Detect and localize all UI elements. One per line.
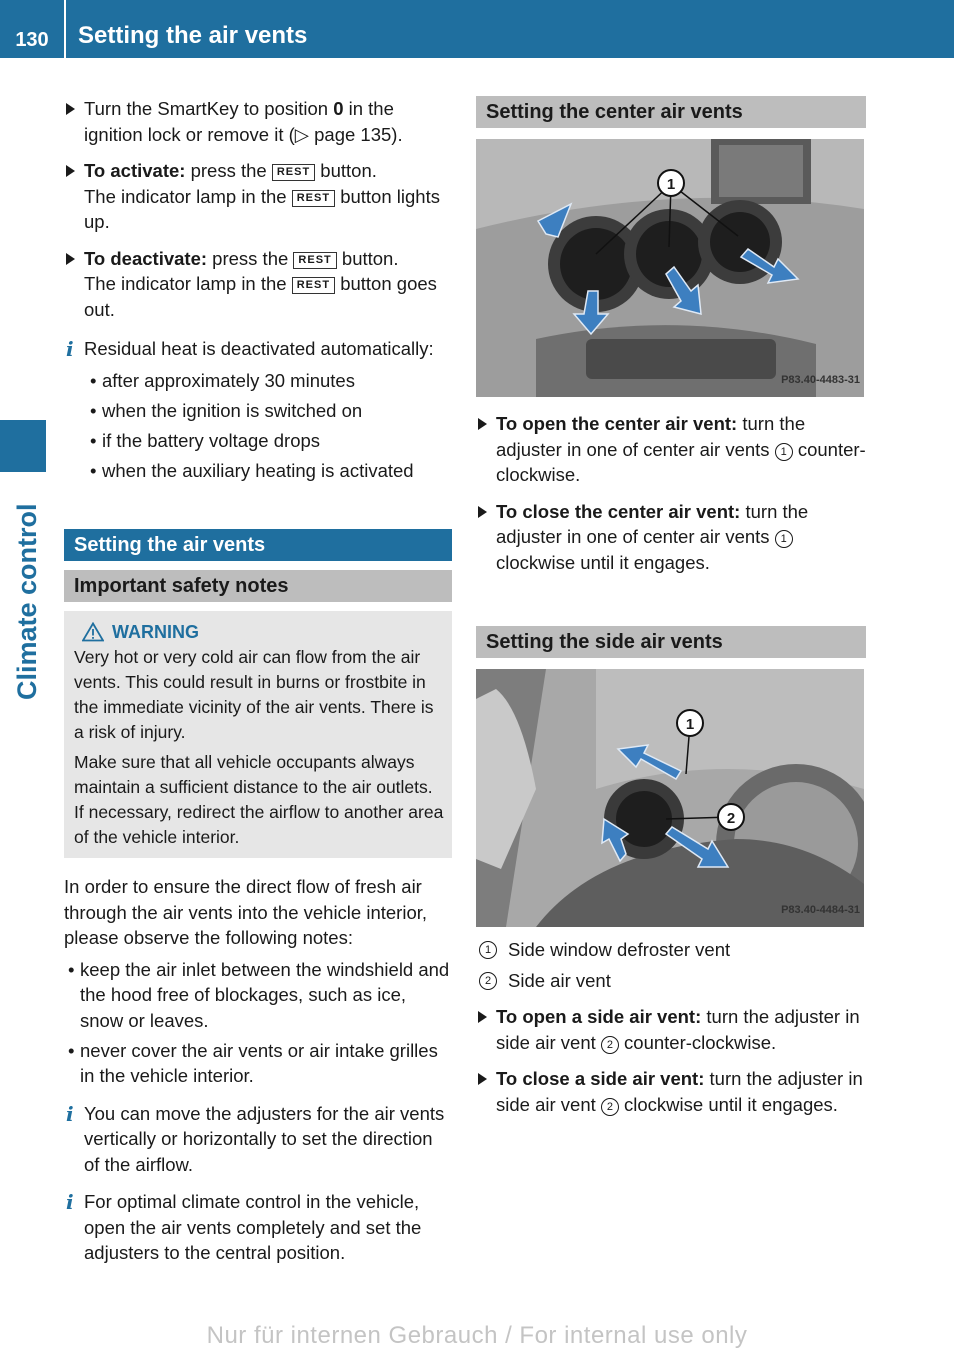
rest-button-icon: REST <box>293 252 336 269</box>
notes-intro: In order to ensure the direct flow of fresh air through the air vents into the vehicle interior, please observe the following notes: <box>64 876 428 948</box>
list-item: • when the auxiliary heating is activated <box>84 458 452 484</box>
warning-box <box>64 611 452 858</box>
warning-text: Very hot or very cold air can flow from the air vents. This could result in burns or frostbite in the immediate vicinity of the air vents. There is a risk of injury. <box>74 647 434 742</box>
rest-button-icon: REST <box>272 164 315 181</box>
warning-heading: WARNING <box>74 619 444 645</box>
step-activate: To activate: press the REST button. The indicator lamp in the REST button lights up. <box>64 158 452 235</box>
section-title: Setting the air vents <box>64 529 452 561</box>
page-number: 130 <box>15 29 49 51</box>
rest-button-icon: REST <box>292 277 335 294</box>
photo-legend <box>476 937 866 993</box>
legend-item: 2 Side air vent <box>476 968 866 994</box>
step-open-center-vent: To open the center air vent: turn the adjuster in one of center air vents 1 counter-clockwise. <box>476 411 866 488</box>
legend-item: 1 Side window defroster vent <box>476 937 866 963</box>
side-vents-photo <box>476 669 864 927</box>
info-residual-heat: i Residual heat is deactivated automatically: • after approximately 30 minutes • when the ignition is switched on • if the battery voltage drops • when the auxiliary heating is activated <box>64 336 452 483</box>
chapter-tab-label: Climate control <box>12 503 42 700</box>
callout-number: 1 <box>775 443 793 461</box>
page-header <box>0 0 954 58</box>
warning-text: Make sure that all vehicle occupants always maintain a sufficient distance to the air outlets. If necessary, redirect the airflow to another area of the vehicle interior. <box>74 752 444 847</box>
info-icon: i <box>66 1101 74 1126</box>
right-column <box>476 96 866 1128</box>
center-vents-photo <box>476 139 864 397</box>
info-adjusters: i You can move the adjusters for the air vents vertically or horizontally to set the direction of the airflow. <box>66 1101 445 1175</box>
callout-number: 2 <box>726 810 736 827</box>
list-item: • never cover the air vents or air intake grilles in the vehicle interior. <box>62 1038 452 1089</box>
rest-button-icon: REST <box>292 190 335 207</box>
callout-number: 1 <box>775 530 793 548</box>
subsection-title: Important safety notes <box>64 570 452 602</box>
callout-number: 1 <box>666 176 676 193</box>
residual-heat-list <box>84 368 452 484</box>
callout-number: 2 <box>601 1098 619 1116</box>
step-open-side-vent: To open a side air vent: turn the adjuster in side air vent 2 counter-clockwise. <box>476 1004 866 1055</box>
internal-use-watermark: Nur für internen Gebrauch / For internal use only <box>206 1322 748 1349</box>
section-title-center-vents: Setting the center air vents <box>476 96 866 128</box>
info-optimal-climate: i For optimal climate control in the vehicle, open the air vents completely and set the adjusters to the central position. <box>66 1190 422 1263</box>
callout-number: 2 <box>601 1036 619 1054</box>
step-smartkey: Turn the SmartKey to position 0 in the ignition lock or remove it (▷ page 135). <box>64 96 452 147</box>
info-icon: i <box>66 1190 74 1214</box>
header-divider <box>64 0 66 58</box>
notes-list <box>62 957 452 1089</box>
section-title-side-vents: Setting the side air vents <box>476 626 866 658</box>
page-title: Setting the air vents <box>78 22 308 49</box>
list-item: • keep the air inlet between the windshield and the hood free of blockages, such as ice, snow or leaves. <box>62 957 452 1034</box>
info-icon: i <box>66 337 74 361</box>
list-item: • when the ignition is switched on <box>84 398 452 424</box>
warning-triangle-icon <box>82 622 104 642</box>
photo-reference-code: P83.40-4484-31 <box>781 903 860 916</box>
step-close-center-vent: To close the center air vent: turn the adjuster in one of center air vents 1 clockwise until it engages. <box>476 499 866 576</box>
step-deactivate: To deactivate: press the REST button. The indicator lamp in the REST button goes out. <box>64 246 452 323</box>
chapter-tab-marker <box>0 420 46 472</box>
left-column <box>64 96 452 1276</box>
photo-reference-code: P83.40-4483-31 <box>781 373 860 386</box>
callout-badge-icon <box>476 669 864 927</box>
list-item: • if the battery voltage drops <box>84 428 452 454</box>
step-close-side-vent: To close a side air vent: turn the adjuster in side air vent 2 clockwise until it engages. <box>476 1066 866 1117</box>
notes-block <box>64 874 452 1089</box>
list-item: • after approximately 30 minutes <box>84 368 452 394</box>
callout-number: 1 <box>685 716 695 733</box>
